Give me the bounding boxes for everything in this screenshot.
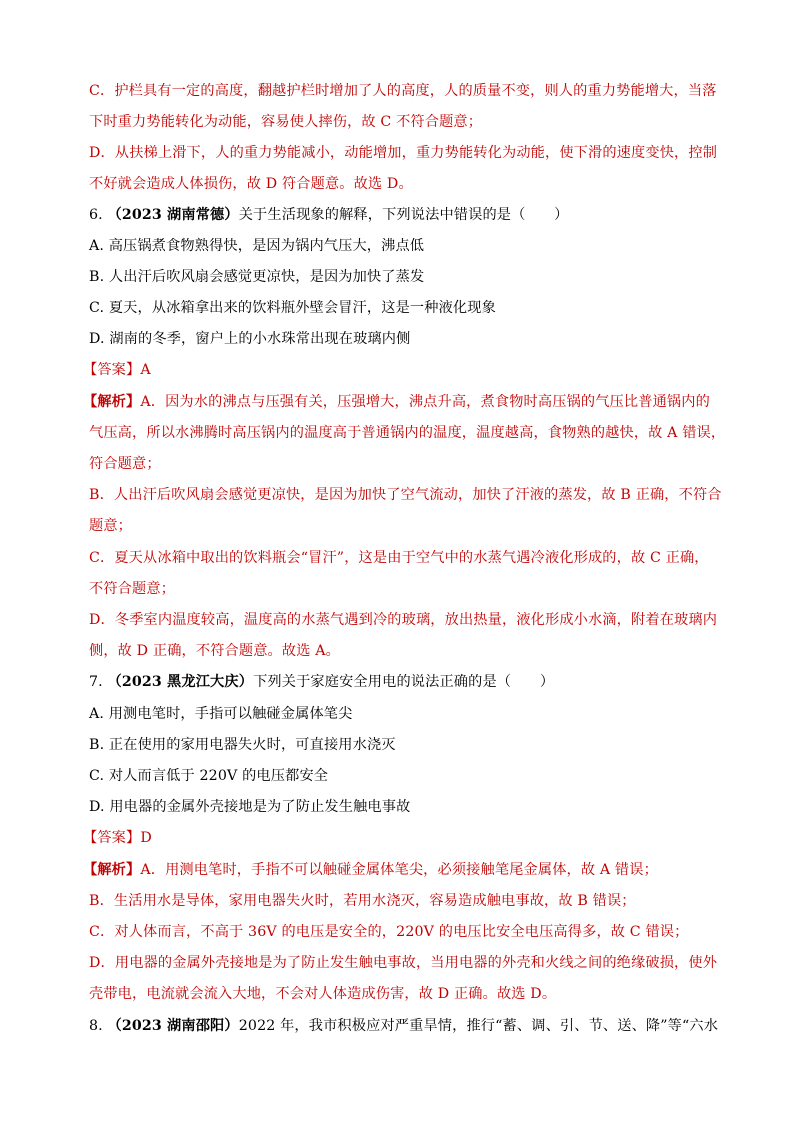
question-6-analysis-line-6: C．夏天从冰箱中取出的饮料瓶会“冒汗”，这是由于空气中的水蒸气遇冷液化形成的，故 C 正确， — [89, 550, 709, 566]
answer-value: A — [140, 362, 151, 378]
answer-label: 【答案】 — [83, 362, 141, 378]
question-8-stem — [89, 1017, 719, 1035]
question-6-option-c: C. 夏天，从冰箱拿出来的饮料瓶外壁会冒汗，这是一种液化现象 — [89, 300, 496, 316]
question-6-answer — [83, 361, 706, 379]
prev-analysis-line-1: C．护栏具有一定的高度，翻越护栏时增加了人的高度，人的质量不变，则人的重力势能增大，当落 — [89, 83, 717, 99]
question-source: （2023 黑龙江大庆） — [107, 674, 254, 690]
question-6-option-d: D. 湖南的冬季，窗户上的小水珠常出现在玻璃内侧 — [89, 331, 411, 347]
question-7-analysis-line-4: D．用电器的金属外壳接地是为了防止发生触电事故，当用电器的外壳和火线之间的绝缘破损，使外 — [89, 955, 718, 971]
question-7-option-c: C. 对人而言低于 220V 的电压都安全 — [89, 768, 329, 784]
question-6-analysis-line-5: 题意； — [89, 518, 133, 534]
question-6-option-a: A. 高压锅煮食物熟得快，是因为锅内气压大，沸点低 — [89, 238, 425, 254]
question-7-option-a: A. 用测电笔时，手指可以触碰金属体笔尖 — [89, 706, 353, 722]
question-number: 7. — [89, 674, 103, 690]
question-text: 2022 年，我市积极应对严重旱情，推行“蓄、调、引、节、送、降”等“六水 — [238, 1018, 719, 1034]
question-7-option-b: B. 正在使用的家用电器失火时，可直接用水浇灭 — [89, 737, 396, 753]
question-7-analysis-line-5: 壳带电，电流就会流入大地，不会对人体造成伤害，故 D 正确。故选 D。 — [89, 986, 557, 1002]
answer-value: D — [140, 830, 152, 846]
analysis-text: A．因为水的沸点与压强有关，压强增大，沸点升高，煮食物时高压锅的气压比普通锅内的 — [140, 394, 710, 410]
analysis-text: A．用测电笔时，手指不可以触碰金属体笔尖，必须接触笔尾金属体，故 A 错误； — [140, 862, 658, 878]
question-number: 6. — [89, 207, 103, 223]
question-7-answer — [83, 829, 706, 847]
question-7-stem — [89, 673, 706, 691]
question-text: 关于生活现象的解释，下列说法中错误的是（ ） — [238, 207, 569, 223]
question-7-analysis-line-1 — [83, 861, 706, 879]
question-7-option-d: D. 用电器的金属外壳接地是为了防止发生触电事故 — [89, 799, 411, 815]
question-6-analysis-line-2: 气压高，所以水沸腾时高压锅内的温度高于普通锅内的温度，温度越高，食物熟的越快，故 A 错误， — [89, 425, 726, 441]
question-source: （2023 湖南邵阳） — [107, 1018, 239, 1034]
prev-analysis-line-4: 不好就会造成人体损伤，故 D 符合题意。故选 D。 — [89, 176, 413, 192]
question-6-analysis-line-7: 不符合题意； — [89, 581, 176, 597]
question-text: 下列关于家庭安全用电的说法正确的是（ ） — [253, 674, 555, 690]
analysis-label: 【解析】 — [83, 394, 141, 410]
question-6-analysis-line-4: B．人出汗后吹风扇会感觉更凉快，是因为加快了空气流动，加快了汗液的蒸发，故 B 正确，不符合 — [89, 487, 722, 503]
prev-analysis-line-3: D．从扶梯上滑下，人的重力势能减小，动能增加，重力势能转化为动能，使下滑的速度变快，控制 — [89, 145, 718, 161]
question-7-analysis-line-2: B．生活用水是导体，家用电器失火时，若用水浇灭，容易造成触电事故，故 B 错误； — [89, 893, 636, 909]
question-6-analysis-line-9: 侧，故 D 正确，不符合题意。故选 A。 — [89, 643, 340, 659]
answer-label: 【答案】 — [83, 830, 141, 846]
prev-analysis-line-2: 下时重力势能转化为动能，容易使人摔伤，故 C 不符合题意； — [89, 114, 483, 130]
analysis-label: 【解析】 — [83, 862, 141, 878]
question-6-analysis-line-8: D．冬季室内温度较高，温度高的水蒸气遇到冷的玻璃，放出热量，液化形成小水滴，附着在玻璃内 — [89, 612, 718, 628]
question-6-analysis-line-1 — [83, 393, 710, 411]
question-7-analysis-line-3: C．对人体而言，不高于 36V 的电压是安全的，220V 的电压比安全电压高得多，故 C 错误； — [89, 924, 689, 940]
question-source: （2023 湖南常德） — [107, 207, 239, 223]
question-6-stem — [89, 206, 706, 224]
question-number: 8. — [89, 1018, 103, 1034]
question-6-option-b: B. 人出汗后吹风扇会感觉更凉快，是因为加快了蒸发 — [89, 269, 425, 285]
question-6-analysis-line-3: 符合题意； — [89, 456, 161, 472]
